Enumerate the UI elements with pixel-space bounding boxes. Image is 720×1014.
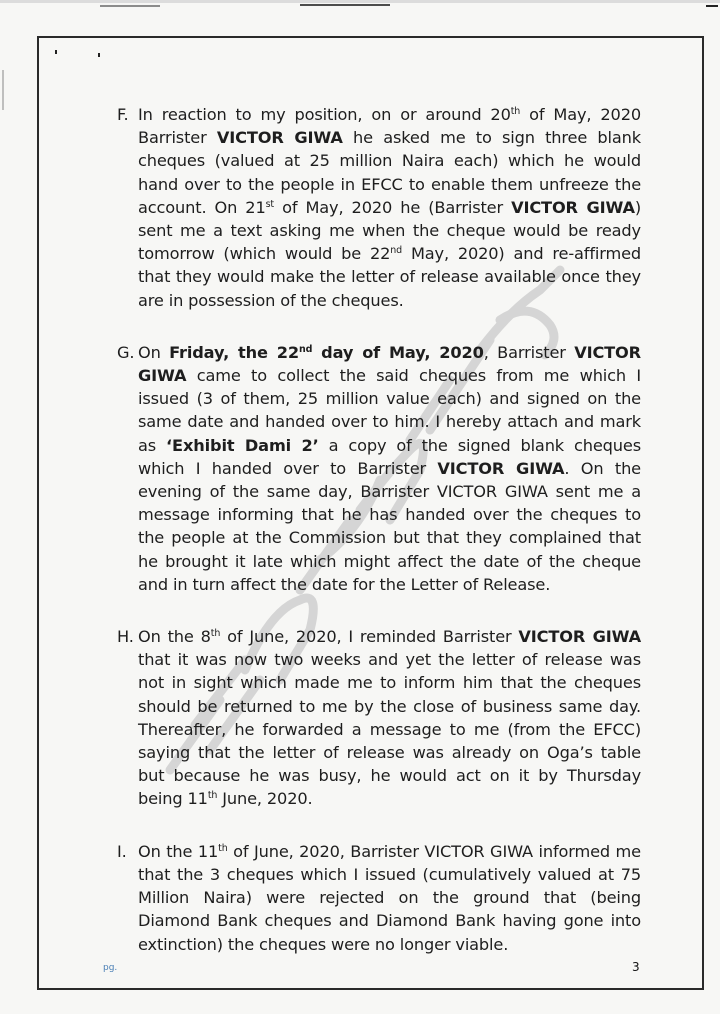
bold-text: VICTOR GIWA xyxy=(216,128,343,148)
text: , Barrister xyxy=(483,342,575,362)
text: June, 2020. xyxy=(217,789,313,809)
scan-dot xyxy=(98,53,100,57)
text: On the 11 xyxy=(138,841,219,861)
page-number: 3 xyxy=(632,960,640,974)
text: ) sent me a text asking me when the cheque would be ready tomorrow (which would be 22 xyxy=(138,197,641,264)
text: May, 2020) and re-affirmed that they would make the letter of release available once they are in possession of the cheques. xyxy=(138,244,641,310)
scan-top-edge xyxy=(0,0,720,3)
scan-artifact xyxy=(300,4,390,6)
text: of May, 2020 he (Barrister xyxy=(273,197,512,217)
text: a copy of the signed blank cheques which I handed over to Barrister xyxy=(138,435,641,478)
text: nd xyxy=(390,245,403,257)
bold-text: VICTOR GIWA xyxy=(437,458,565,478)
text: th xyxy=(207,790,218,802)
text: came to collect the said cheques from me which I issued (3 of them, 25 million value each) and signed on the same date and handed over to him. I hereby attach and mark as xyxy=(138,366,641,455)
text: of June, 2020, Barrister VICTOR GIWA informed me that the 3 cheques which I issued (cumulatively valued at 75 Million Naira) were rejected on the ground that (being Diamond Bank cheques and Diamond Bank having gone into extinction) the cheques were no longer viable. xyxy=(138,841,641,954)
paragraph-label: F. xyxy=(117,105,129,124)
text: th xyxy=(218,842,228,854)
text: On xyxy=(138,342,170,362)
paragraph-i xyxy=(117,840,641,956)
text: that it was now two weeks and yet the letter of release was not in sight which made me to inform him that the cheques should be returned to me by the close of business same day. Thereafter, he forwarded a message to me (from the EFCC) saying that the letter of release was already on Oga’s table but because he was busy, he would act on it by Thursday being 11 xyxy=(138,650,641,809)
bold-text: ‘Exhibit Dami 2’ xyxy=(166,435,319,455)
paragraph-h xyxy=(117,625,641,811)
text: On the 8 xyxy=(138,627,211,647)
scan-artifact xyxy=(100,5,160,7)
text: th xyxy=(210,628,221,640)
document-body xyxy=(117,103,641,985)
scan-artifact xyxy=(2,70,4,110)
text: of June, 2020, I reminded Barrister xyxy=(220,627,519,647)
scan-artifact xyxy=(706,5,718,7)
scan-dot xyxy=(55,50,57,54)
paragraph-g xyxy=(117,341,641,596)
text: . On the evening of the same day, Barrister VICTOR GIWA sent me a message informing that he has handed over the cheques to the people at the Commission but that they complained that he brought it late which might affect the date of the cheque and in turn affect the date for the Letter of Release. xyxy=(138,458,641,594)
paragraph-label: I. xyxy=(117,841,127,861)
bold-text: VICTOR GIWA xyxy=(138,342,641,386)
text: st xyxy=(265,198,274,210)
text: th xyxy=(510,106,521,117)
paragraph-label: G. xyxy=(117,342,135,362)
bold-text: VICTOR GIWA xyxy=(518,627,641,647)
bold-text: nd xyxy=(298,343,313,355)
text: of May, 2020 Barrister xyxy=(138,105,641,148)
bold-text: VICTOR GIWA xyxy=(511,197,635,217)
text: In reaction to my position, on or around 20 xyxy=(138,105,511,124)
bold-text: day of May, 2020 xyxy=(312,342,484,362)
bold-text: Friday, the 22 xyxy=(169,342,299,362)
text: he asked me to sign three blank cheques (valued at 25 million Naira each) which he would hand over to the people in EFCC to enable them unfreeze the account. On 21 xyxy=(138,128,642,217)
footer-page-label: pg. xyxy=(103,963,118,973)
paragraph-f xyxy=(117,103,641,312)
paragraph-label: H. xyxy=(117,627,134,647)
